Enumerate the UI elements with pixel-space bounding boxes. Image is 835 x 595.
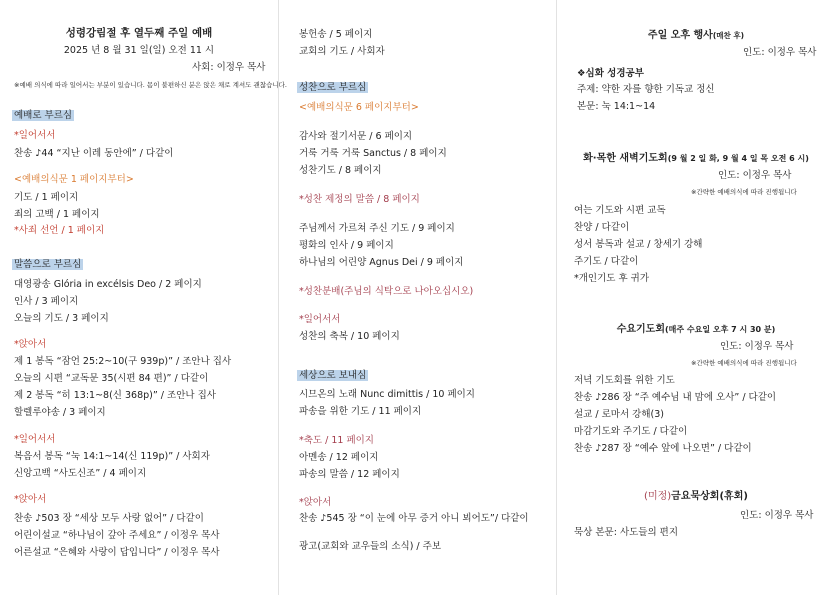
friday-title-text: 금요묵상회(휴회): [671, 491, 748, 502]
creed-item: 신앙고백 “사도신조” / 4 페이지: [14, 468, 147, 479]
stand-instruction-2: *일어서서: [14, 434, 56, 445]
section-eucharist-label: 성찬으로 부르심: [299, 82, 367, 93]
dawn-item-1: 여는 기도와 시편 교독: [574, 205, 666, 216]
eucharist-prayer-item: 성찬기도 / 8 페이지: [299, 165, 382, 176]
section-call-to-worship: [12, 110, 74, 122]
peace-item: 평화의 인사 / 9 페이지: [299, 240, 394, 251]
church-prayer-item: 교회의 기도 / 사회자: [299, 46, 385, 57]
wed-item-4: 마감기도와 주기도 / 다같이: [574, 426, 688, 437]
column-main-service: [0, 0, 287, 595]
dawn-item-2: 찬양 / 다같이: [574, 222, 630, 233]
bible-study-topic: 주제: 약한 자를 향한 기독교 정신: [577, 84, 715, 95]
nunc-dimittis-item: 시므온의 노래 Nunc dimittis / 10 페이지: [299, 389, 475, 400]
distribution-item: *성찬분배(주님의 식탁으로 나아오십시오): [299, 286, 474, 297]
amen-item: 아멘송 / 12 페이지: [299, 452, 379, 463]
wed-prayer-leader: 인도: 이정우 목사: [720, 341, 794, 352]
column-eucharist: [279, 0, 556, 595]
children-sermon: 어린이설교 “하나님이 갚아 주세요” / 이정우 목사: [14, 530, 220, 541]
hymn-opening: 찬송 ♪44 “지난 이레 동안에” / 다같이: [14, 148, 174, 159]
service-note: ※예배 의식에 따라 일어서는 부분이 있습니다. 몸이 불편하신 분은 앉은 채로 계셔도 괜찮습니다.: [14, 81, 287, 89]
blessing-item: 성찬의 축복 / 10 페이지: [299, 331, 400, 342]
dawn-prayer-title-text: 화·목한 새벽기도회: [583, 153, 668, 164]
wed-prayer-title-text: 수요기도회: [616, 324, 666, 335]
wed-item-1: 저녁 기도회를 위한 기도: [574, 375, 675, 386]
dawn-prayer-title: [557, 153, 835, 165]
section-sending-label: 세상으로 보내심: [299, 370, 367, 381]
offertory-item: 봉헌송 / 5 페이지: [299, 29, 373, 40]
agnus-dei-item: 하나님의 어린양 Agnus Dei / 9 페이지: [299, 257, 464, 268]
sit-instruction-2: *앉아서: [14, 494, 47, 505]
psalm-reading: 오늘의 시편 “교독문 35(시편 84 편)” / 다같이: [14, 373, 209, 384]
sanctus-item: 거룩 거룩 거룩 Sanctus / 8 페이지: [299, 148, 447, 159]
wed-item-5: 찬송 ♪287 장 “예수 앞에 나오면” / 다같이: [574, 443, 752, 454]
sit-instruction-3: *앉아서: [299, 497, 332, 508]
announcements-item: 광고(교회와 교우들의 소식) / 주보: [299, 541, 441, 552]
sending-prayer-item: 파송을 위한 기도 / 11 페이지: [299, 406, 422, 417]
sending-word-item: 파송의 말씀 / 12 페이지: [299, 469, 400, 480]
wed-prayer-time: (매주 수요일 오후 7 시 30 분): [665, 325, 776, 334]
liturgy-page-note-2: <예배의식문 6 페이지부터>: [299, 102, 419, 113]
gospel-reading: 복음서 봉독 “눅 14:1~14(신 119p)” / 사회자: [14, 451, 210, 462]
absolution-item: *사죄 선언 / 1 페이지: [14, 225, 105, 236]
adult-sermon: 어른설교 “은혜와 사랑이 답입니다” / 이정우 목사: [14, 547, 220, 558]
friday-text: 묵상 본문: 사도들의 편지: [574, 527, 679, 538]
sit-instruction: *앉아서: [14, 339, 47, 350]
afternoon-title: [557, 30, 835, 42]
afternoon-leader: 인도: 이정우 목사: [743, 47, 817, 58]
lords-prayer-item: 주님께서 가르쳐 주신 기도 / 9 페이지: [299, 223, 455, 234]
today-prayer-item: 오늘의 기도 / 3 페이지: [14, 313, 109, 324]
section-word: [12, 259, 83, 271]
dawn-prayer-note: ※간략한 예배의식에 따라 진행됩니다: [691, 188, 797, 196]
hymn-second: 찬송 ♪503 장 “세상 모두 사랑 없어” / 다같이: [14, 513, 204, 524]
friday-title: [557, 491, 835, 503]
section-word-label: 말씀으로 부르심: [14, 259, 82, 270]
afternoon-title-text: 주일 오후 행사: [647, 30, 713, 41]
service-officiant: 사회: 이정우 목사: [192, 62, 266, 73]
stand-instruction-3: *일어서서: [299, 314, 341, 325]
institution-item: *성찬 제정의 말씀 / 8 페이지: [299, 194, 420, 205]
section-sending: [297, 370, 368, 382]
service-title: 성령강림절 후 열두째 주일 예배: [65, 27, 213, 39]
dawn-prayer-leader: 인도: 이정우 목사: [718, 170, 792, 181]
dawn-item-5: *개인기도 후 귀가: [574, 273, 650, 284]
bible-study-title: ❖심화 성경공부: [577, 68, 644, 79]
wed-item-3: 설교 / 로마서 강해(3): [574, 409, 664, 420]
dawn-item-4: 주기도 / 다같이: [574, 256, 639, 267]
benediction-item: *축도 / 11 페이지: [299, 435, 374, 446]
service-date: 2025 년 8 월 31 일(일) 오전 11 시: [63, 45, 215, 56]
section-call-to-worship-label: 예배로 부르심: [14, 110, 73, 121]
dawn-item-3: 성서 봉독과 설교 / 창세기 강해: [574, 239, 703, 250]
friday-leader: 인도: 이정우 목사: [740, 510, 814, 521]
liturgy-page-note: <예배의식문 1 페이지부터>: [14, 174, 134, 185]
dawn-prayer-dates: (9 월 2 일 화, 9 월 4 일 목 오전 6 시): [667, 154, 809, 163]
afternoon-subtitle: (매찬 후): [712, 31, 745, 40]
stand-instruction: *일어서서: [14, 130, 56, 141]
prayer-item: 기도 / 1 페이지: [14, 192, 79, 203]
thanksgiving-item: 감사와 절기서문 / 6 페이지: [299, 131, 413, 142]
wed-prayer-title: [557, 324, 835, 336]
bible-study-text: 본문: 눅 14:1~14: [577, 101, 656, 112]
confession-item: 죄의 고백 / 1 페이지: [14, 209, 100, 220]
section-eucharist: [297, 82, 368, 94]
column-weekly-events: [557, 0, 835, 595]
wed-prayer-note: ※간략한 예배의식에 따라 진행됩니다: [691, 359, 797, 367]
gloria-item: 대영광송 Glória in excélsis Deo / 2 페이지: [14, 279, 202, 290]
reading-second: 제 2 봉독 “히 13:1~8(신 368p)” / 조안나 집사: [14, 390, 216, 401]
wed-item-2: 찬송 ♪286 장 “주 예수님 내 맘에 오사” / 다같이: [574, 392, 777, 403]
alleluia-item: 할렐루야송 / 3 페이지: [14, 407, 106, 418]
greeting-item: 인사 / 3 페이지: [14, 296, 79, 307]
friday-status: (미정): [644, 491, 672, 502]
hymn-closing: 찬송 ♪545 장 “이 눈에 아무 증거 아니 뵈어도”/ 다같이: [299, 513, 529, 524]
reading-first: 제 1 봉독 “잠언 25:2~10(구 939p)” / 조안나 집사: [14, 356, 232, 367]
